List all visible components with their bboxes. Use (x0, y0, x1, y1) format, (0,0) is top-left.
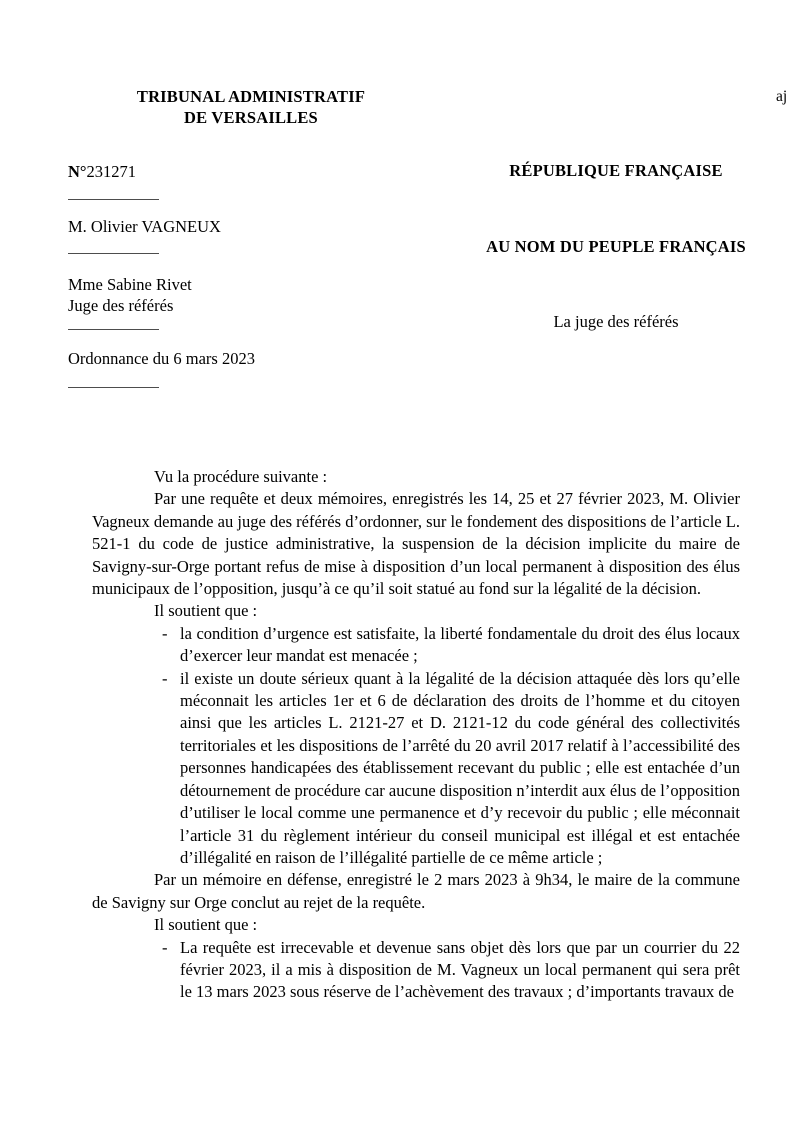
bullet-dash: - (162, 668, 168, 688)
separator-line (68, 199, 159, 200)
separator-line (68, 253, 159, 254)
list-item (92, 668, 740, 870)
list-item (92, 623, 740, 668)
order-date: Ordonnance du 6 mars 2023 (68, 349, 255, 368)
case-number (68, 161, 136, 182)
in-the-name-title: AU NOM DU PEUPLE FRANÇAIS (486, 237, 746, 256)
judge-block (68, 274, 192, 316)
contends-heading-1: Il soutient que : (154, 601, 258, 621)
contends-list-1 (92, 623, 740, 869)
court-name-line2: DE VERSAILLES (184, 107, 318, 127)
document-body (92, 466, 740, 1004)
case-number-prefix: N° (68, 162, 87, 181)
procedure-heading: Vu la procédure suivante : (154, 467, 328, 486)
paragraph-defense: Par un mémoire en défense, enregistré le 2 mars 2023 à 9h34, le maire de la commune de Savigny sur Orge conclut au rejet de la requête. (92, 870, 740, 912)
court-name-line1: TRIBUNAL ADMINISTRATIF (136, 87, 366, 106)
bullet-dash: - (162, 937, 168, 957)
contends-list-2 (92, 937, 740, 1004)
republic-title: RÉPUBLIQUE FRANÇAISE (509, 161, 723, 180)
judge-name: Mme Sabine Rivet (68, 275, 192, 294)
list-item-text: La requête est irrecevable et devenue sans objet dès lors que par un courrier du 22 février 2023, il a mis à disposition de M. Vagneux un local permanent qui sera prêt le 13 mars 2023 sous réserve de l’achèvement des travaux ; d’importants travaux de (180, 937, 740, 1002)
list-item-text: la condition d’urgence est satisfaite, la liberté fondamentale du droit des élus locaux d’exercer leur mandat est menacée ; (180, 623, 740, 666)
judge-title: Juge des référés (68, 296, 174, 315)
applicant-name: M. Olivier VAGNEUX (68, 217, 221, 236)
separator-line (68, 387, 159, 388)
case-number-value: 231271 (86, 162, 137, 181)
judge-signature-line: La juge des référés (553, 312, 679, 331)
list-item-text: il existe un doute sérieux quant à la légalité de la décision attaquée dès lors qu’elle méconnait les articles 1er et 6 de déclaration des droits de l’homme et du citoyen ainsi que les articles L. 2121-27 et D. 2121-12 du code général des collectivités territoriales et les dispositions de l’arrêté du 20 avril 2017 relatif à l’accessibilité des personnes handicapées des établissement recevant du public ; elle est entachée d’un détournement de procédure car aucune disposition n’interdit aux élus de l’opposition d’utiliser le local comme une permanence et d’y recevoir du public ; elle méconnait l’article 31 du règlement intérieur du conseil municipal est illégal et est entachée d’illégalité en raison de l’illégalité partielle de ce même article ; (180, 668, 740, 867)
list-item (92, 937, 740, 1004)
paragraph-request: Par une requête et deux mémoires, enregistrés les 14, 25 et 27 février 2023, M. Olivier Vagneux demande au juge des référés d’ordonner, sur le fondement des dispositions de l’article L. 521-1 du code de justice administrative, la suspension de la décision implicite du maire de Savigny-sur-Orge portant refus de mise à disposition d’un local permanent à disposition des élus municipaux de l’opposition, jusqu’à ce qu’il soit statué au fond sur la légalité de la décision. (92, 489, 740, 599)
corner-note: aj (776, 88, 788, 105)
contends-heading-2: Il soutient que : (154, 915, 258, 935)
separator-line (68, 329, 159, 330)
court-name (86, 87, 416, 128)
bullet-dash: - (162, 623, 168, 643)
